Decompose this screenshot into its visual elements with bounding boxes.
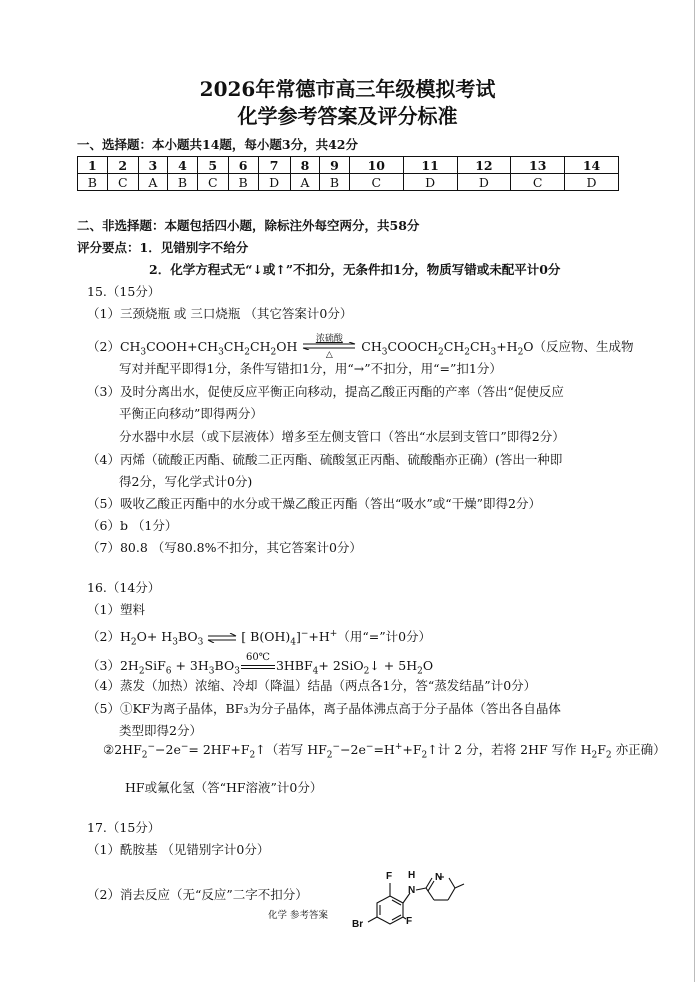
part1-heading: 一、选择题：本小题共14题，每小题3分，共42分 xyxy=(77,137,358,152)
q-number: 14 xyxy=(565,157,619,174)
q16-answer-5-line2: 类型即得2分） xyxy=(119,723,202,738)
atom-Br: Br xyxy=(352,919,364,928)
page-footer: 化学 参考答案 xyxy=(268,910,329,921)
condition-heat: △ xyxy=(325,349,333,360)
q-answer: C xyxy=(349,174,403,191)
part2-heading: 二、非选择题：本题包括四小题，除标注外每空两分，共58分 xyxy=(77,218,420,233)
q15-answer-3-line2: 平衡正向移动”即得两分） xyxy=(119,406,263,421)
atom-F: F xyxy=(386,871,393,882)
q15-answer-1: （1）三颈烧瓶 或 三口烧瓶 （其它答案计0分） xyxy=(87,306,353,321)
scoring-point-1: 评分要点：1．见错别字不给分 xyxy=(77,240,249,255)
q15-answer-7: （7）80.8 （写80.8%不扣分，其它答案计0分） xyxy=(87,540,362,555)
q-answer: B xyxy=(228,174,258,191)
q16-answer-1: （1）塑料 xyxy=(87,602,145,617)
q-number: 9 xyxy=(320,157,350,174)
q16-answer-2: $(2)H_2O+ H_3BO_3$ [ $B(OH)_4]^-+H^+$（用“=”计0分） xyxy=(87,628,432,648)
temperature-arrow-icon xyxy=(240,651,276,674)
q-number: 5 xyxy=(197,157,228,174)
q16-answer-5-line4: HF或氟化氢（答“HF溶液”计0分） xyxy=(125,780,323,795)
q16-answer-4: （4）蒸发（加热）浓缩、冷却（降温）结晶（两点各1分，答“蒸发结晶”计0分） xyxy=(87,678,537,693)
q15-answer-5: （5）吸收乙酸正丙酯中的水分或干燥乙酸正丙酯（答出“吸水”或“干燥”即得2分） xyxy=(87,496,541,511)
q16-answer-3: $(3)2H_2SiF_6 + 3H_3BO_3$ 60℃ $3HBF_4+$ 2SiO$_2$↓ + $5H_2O$ xyxy=(87,651,434,677)
q15-header: 15.（15分） xyxy=(87,284,161,299)
scoring-point-2: 2．化学方程式无“↓或↑”不扣分，无条件扣1分，物质写错或未配平计0分 xyxy=(149,262,561,277)
doc-title: 2026年常德市高三年级模拟考试 xyxy=(199,77,496,101)
q15-answer-2: $(2)CH_3COOH+CH_3CH_2CH_2OH$ 浓硫酸 △ $CH_3COOCH_2CH_2CH_3+H_2O$（反应物、生成物 xyxy=(87,339,634,356)
atom-H: H xyxy=(408,870,416,881)
q15-answer-3-line1: （3）及时分离出水，促使反应平衡正向移动，提高乙酸正丙酯的产率（答出“促使反应 xyxy=(87,384,564,399)
q-number: 3 xyxy=(138,157,167,174)
reversible-arrow-icon xyxy=(301,333,357,360)
q-number: 6 xyxy=(228,157,258,174)
condition-catalyst: 浓硫酸 xyxy=(315,333,343,344)
answer-table-answers xyxy=(78,174,619,191)
q-answer: D xyxy=(565,174,619,191)
q-answer: D xyxy=(403,174,457,191)
q16-a3-prefix: （3） xyxy=(87,658,120,673)
q16-answer-5-line1: （5）①KF为离子晶体，BF₃为分子晶体，离子晶体沸点高于分子晶体（答出各自晶体 xyxy=(87,701,561,716)
answer-table xyxy=(77,156,619,191)
q15-answer-4-line2: 得2分，写化学式计0分) xyxy=(119,474,253,489)
q17-answer-2: （2）消去反应（无“反应”二字不扣分） xyxy=(87,887,308,902)
q-answer: A xyxy=(138,174,167,191)
molecule-structure xyxy=(346,866,476,928)
q-number: 4 xyxy=(168,157,198,174)
answer-table-numbers xyxy=(78,157,619,174)
q-answer: A xyxy=(290,174,319,191)
q15-answer-4-line1: （4）丙烯（硫酸正丙酯、硫酸二正丙酯、硫酸氢正丙酯、硫酸酯亦正确）(答出一种即 xyxy=(87,452,563,467)
q16-a5-marker: ② xyxy=(103,742,115,757)
atom-N: N xyxy=(408,885,416,896)
equilibrium-arrow-icon xyxy=(207,633,237,643)
q-answer: C xyxy=(107,174,138,191)
q-answer: D xyxy=(258,174,290,191)
q16-header: 16.（14分） xyxy=(87,580,161,595)
q15-a2-note: （反应物、生成物 xyxy=(533,339,634,354)
q-answer: C xyxy=(197,174,228,191)
q16-answer-5-line3: $②2HF_2^--2e^-=$ $2HF+F_2↑$（若写 $HF_2^--2e^-=H^++F_2↑$计 2 分，若将 2HF 写作 $H_2F_2$ 亦正确） xyxy=(103,741,666,761)
q-number: 8 xyxy=(290,157,319,174)
doc-subtitle: 化学参考答案及评分标准 xyxy=(237,104,458,128)
q15-answer-2-line2: 写对并配平即得1分，条件写错扣1分，用“→”不扣分，用“=”扣1分） xyxy=(119,361,502,376)
q-number: 2 xyxy=(107,157,138,174)
q-number: 7 xyxy=(258,157,290,174)
q-answer: D xyxy=(457,174,511,191)
q-number: 12 xyxy=(457,157,511,174)
q17-header: 17.（15分） xyxy=(87,820,161,835)
q-number: 13 xyxy=(511,157,565,174)
q-answer: B xyxy=(168,174,198,191)
condition-temperature: 60℃ xyxy=(245,651,270,663)
q-number: 11 xyxy=(403,157,457,174)
q-number: 10 xyxy=(349,157,403,174)
q-answer: C xyxy=(511,174,565,191)
atom-N-ring: N xyxy=(435,872,443,883)
q16-a2-note: （用“=”计0分） xyxy=(337,629,432,644)
q15-answer-3-line3: 分水器中水层（或下层液体）增多至左侧支管口（答出“水层到支管口”即得2分） xyxy=(119,429,565,444)
q15-a2-prefix: （2） xyxy=(87,339,120,354)
q-answer: B xyxy=(320,174,350,191)
q17-answer-1: （1）酰胺基 （见错别字计0分） xyxy=(87,842,270,857)
q16-a2-prefix: （2） xyxy=(87,629,120,644)
q-number: 1 xyxy=(78,157,108,174)
atom-F-lower: F xyxy=(406,916,413,927)
q-answer: B xyxy=(78,174,108,191)
q15-answer-6: （6）b （1分） xyxy=(87,518,178,533)
